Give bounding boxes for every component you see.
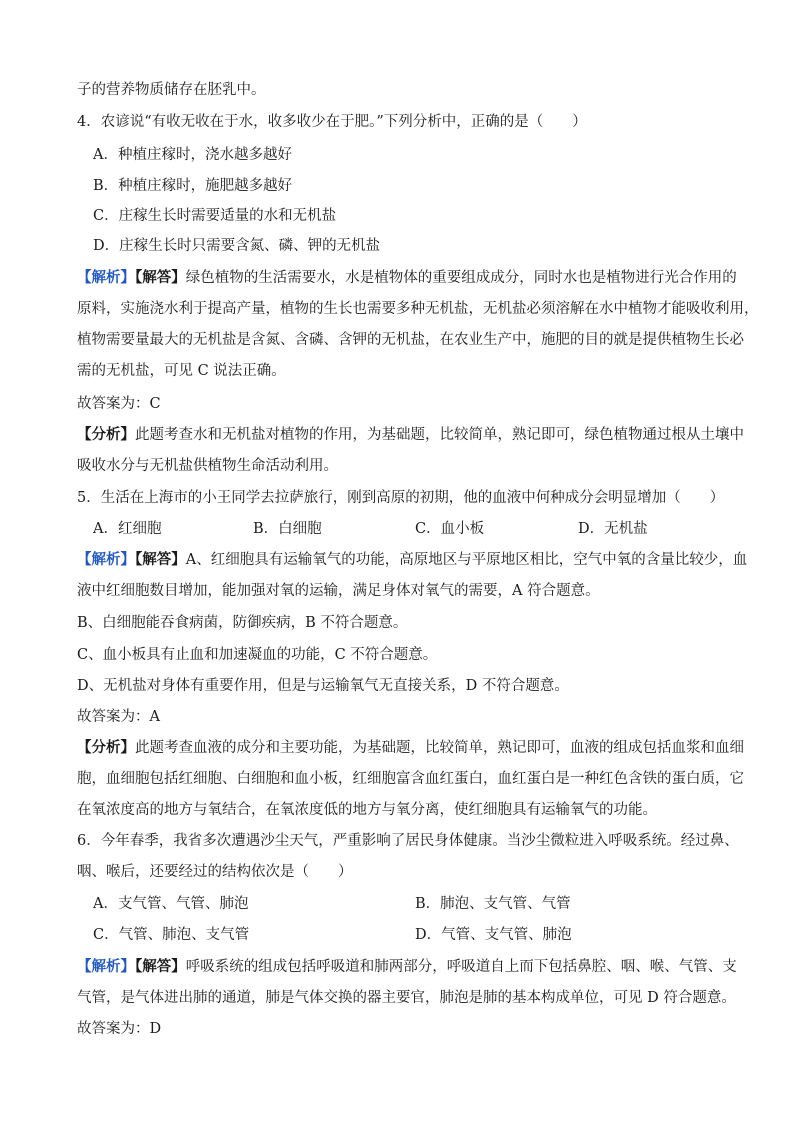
fenxi-tag: 【分析】: [77, 426, 135, 443]
q6-question: 咽、喉后，还要经过的结构依次是（ ）: [77, 864, 353, 880]
fenxi-tag: 【分析】: [77, 739, 135, 756]
q4-analysis-line: 吸收水分与无机盐供植物生命活动利用。: [77, 458, 338, 474]
q4-question: 4．农谚说“有收无收在于水，收多收少在于肥。”下列分析中，正确的是（ ）: [77, 114, 587, 130]
q6-option-b: B．肺泡、支气管、气管: [415, 896, 571, 912]
q5-analysis-line: 在氧浓度高的地方与氧结合，在氧浓度低的地方与氧分离，使红细胞具有运输氧气的功能。: [77, 802, 657, 818]
q4-option-c: C．庄稼生长时需要适量的水和无机盐: [93, 208, 337, 224]
jiexi-tag: 【解析】: [77, 269, 135, 286]
q4-option-b: B．种植庄稼时，施肥越多越好: [93, 178, 293, 194]
q4-explanation-line: 植物需要量最大的无机盐是含氮、含磷、含钾的无机盐，在农业生产中，施肥的目的就是提供植物生长必: [77, 332, 744, 348]
q5-analysis-line: [77, 738, 744, 758]
q5-question: 5．生活在上海市的小王同学去拉萨旅行，刚到高原的初期，他的血液中何种成分会明显增加（ ）: [77, 490, 725, 506]
q5-option-d: D．无机盐: [578, 521, 648, 537]
jiexi-tag: 【解析】: [77, 958, 135, 975]
q6-option-d: D．气管、支气管、肺泡: [415, 927, 572, 943]
q4-explanation-line: 原料，实施浇水利于提高产量，植物的生长也需要多种无机盐，无机盐必须溶解在水中植物才能吸收利用，: [77, 301, 759, 317]
q6-explanation-text: 呼吸系统的组成包括呼吸道和肺两部分，呼吸道自上而下包括鼻腔、咽、喉、气管、支: [185, 959, 737, 975]
jieda-tag: 【解答】: [135, 269, 186, 286]
q6-option-a: A．支气管、气管、肺泡: [93, 896, 249, 912]
q5-explanation-text: A、红细胞具有运输氧气的功能，高原地区与平原地区相比，空气中氧的含量比较少，血: [185, 552, 748, 568]
q4-option-d: D．庄稼生长时只需要含氮、磷、钾的无机盐: [93, 238, 381, 254]
q4-analysis-line: [77, 425, 744, 445]
q4-option-a: A．种植庄稼时，浇水越多越好: [93, 147, 292, 163]
q5-option-b: B．白细胞: [253, 521, 322, 537]
intro-tail-text: 子的营养物质储存在胚乳中。: [77, 82, 266, 98]
jieda-tag: 【解答】: [135, 551, 186, 568]
q6-explanation-line: 气管，是气体进出肺的通道，肺是气体交换的器主要官，肺泡是肺的基本构成单位，可见 D 符合题意。: [77, 990, 736, 1006]
q5-answer: 故答案为：A: [77, 709, 160, 725]
q4-answer: 故答案为：C: [77, 396, 161, 412]
q4-analysis-text: 此题考查水和无机盐对植物的作用，为基础题，比较简单，熟记即可，绿色植物通过根从土壤中: [135, 427, 744, 443]
q5-analysis-line: 胞，血细胞包括红细胞、白细胞和血小板，红细胞富含血红蛋白，血红蛋白是一种红色含铁的蛋白质，它: [77, 771, 744, 787]
q6-question: 6．今年春季，我省多次遭遇沙尘天气，严重影响了居民身体健康。当沙尘微粒进入呼吸系统。经过鼻、: [77, 833, 739, 849]
q5-option-c: C．血小板: [415, 521, 485, 537]
q5-explanation-line: C、血小板具有止血和加速凝血的功能，C 不符合题意。: [77, 647, 438, 663]
q5-analysis-text: 此题考查血液的成分和主要功能，为基础题，比较简单，熟记即可，血液的组成包括血浆和血细: [135, 740, 744, 756]
q5-explanation-line: D、无机盐对身体有重要作用，但是与运输氧气无直接关系，D 不符合题意。: [77, 678, 569, 694]
q5-explanation-line: B、白细胞能吞食病菌，防御疾病，B 不符合题意。: [77, 615, 408, 631]
q5-option-a: A．红细胞: [93, 521, 162, 537]
q5-explanation-line: [77, 550, 747, 570]
q4-explanation-line: [77, 268, 737, 288]
q4-explanation-line: 需的无机盐，可见 C 说法正确。: [77, 363, 286, 379]
jieda-tag: 【解答】: [135, 958, 186, 975]
q4-explanation-text: 绿色植物的生活需要水，水是植物体的重要组成成分，同时水也是植物进行光合作用的: [185, 270, 737, 286]
q6-option-c: C．气管、肺泡、支气管: [93, 927, 250, 943]
q5-explanation-line: 液中红细胞数目增加，能加强对氧的运输，满足身体对氧气的需要，A 符合题意。: [77, 583, 600, 599]
jiexi-tag: 【解析】: [77, 551, 135, 568]
q6-explanation-line: [77, 957, 737, 977]
q6-answer: 故答案为：D: [77, 1021, 162, 1037]
